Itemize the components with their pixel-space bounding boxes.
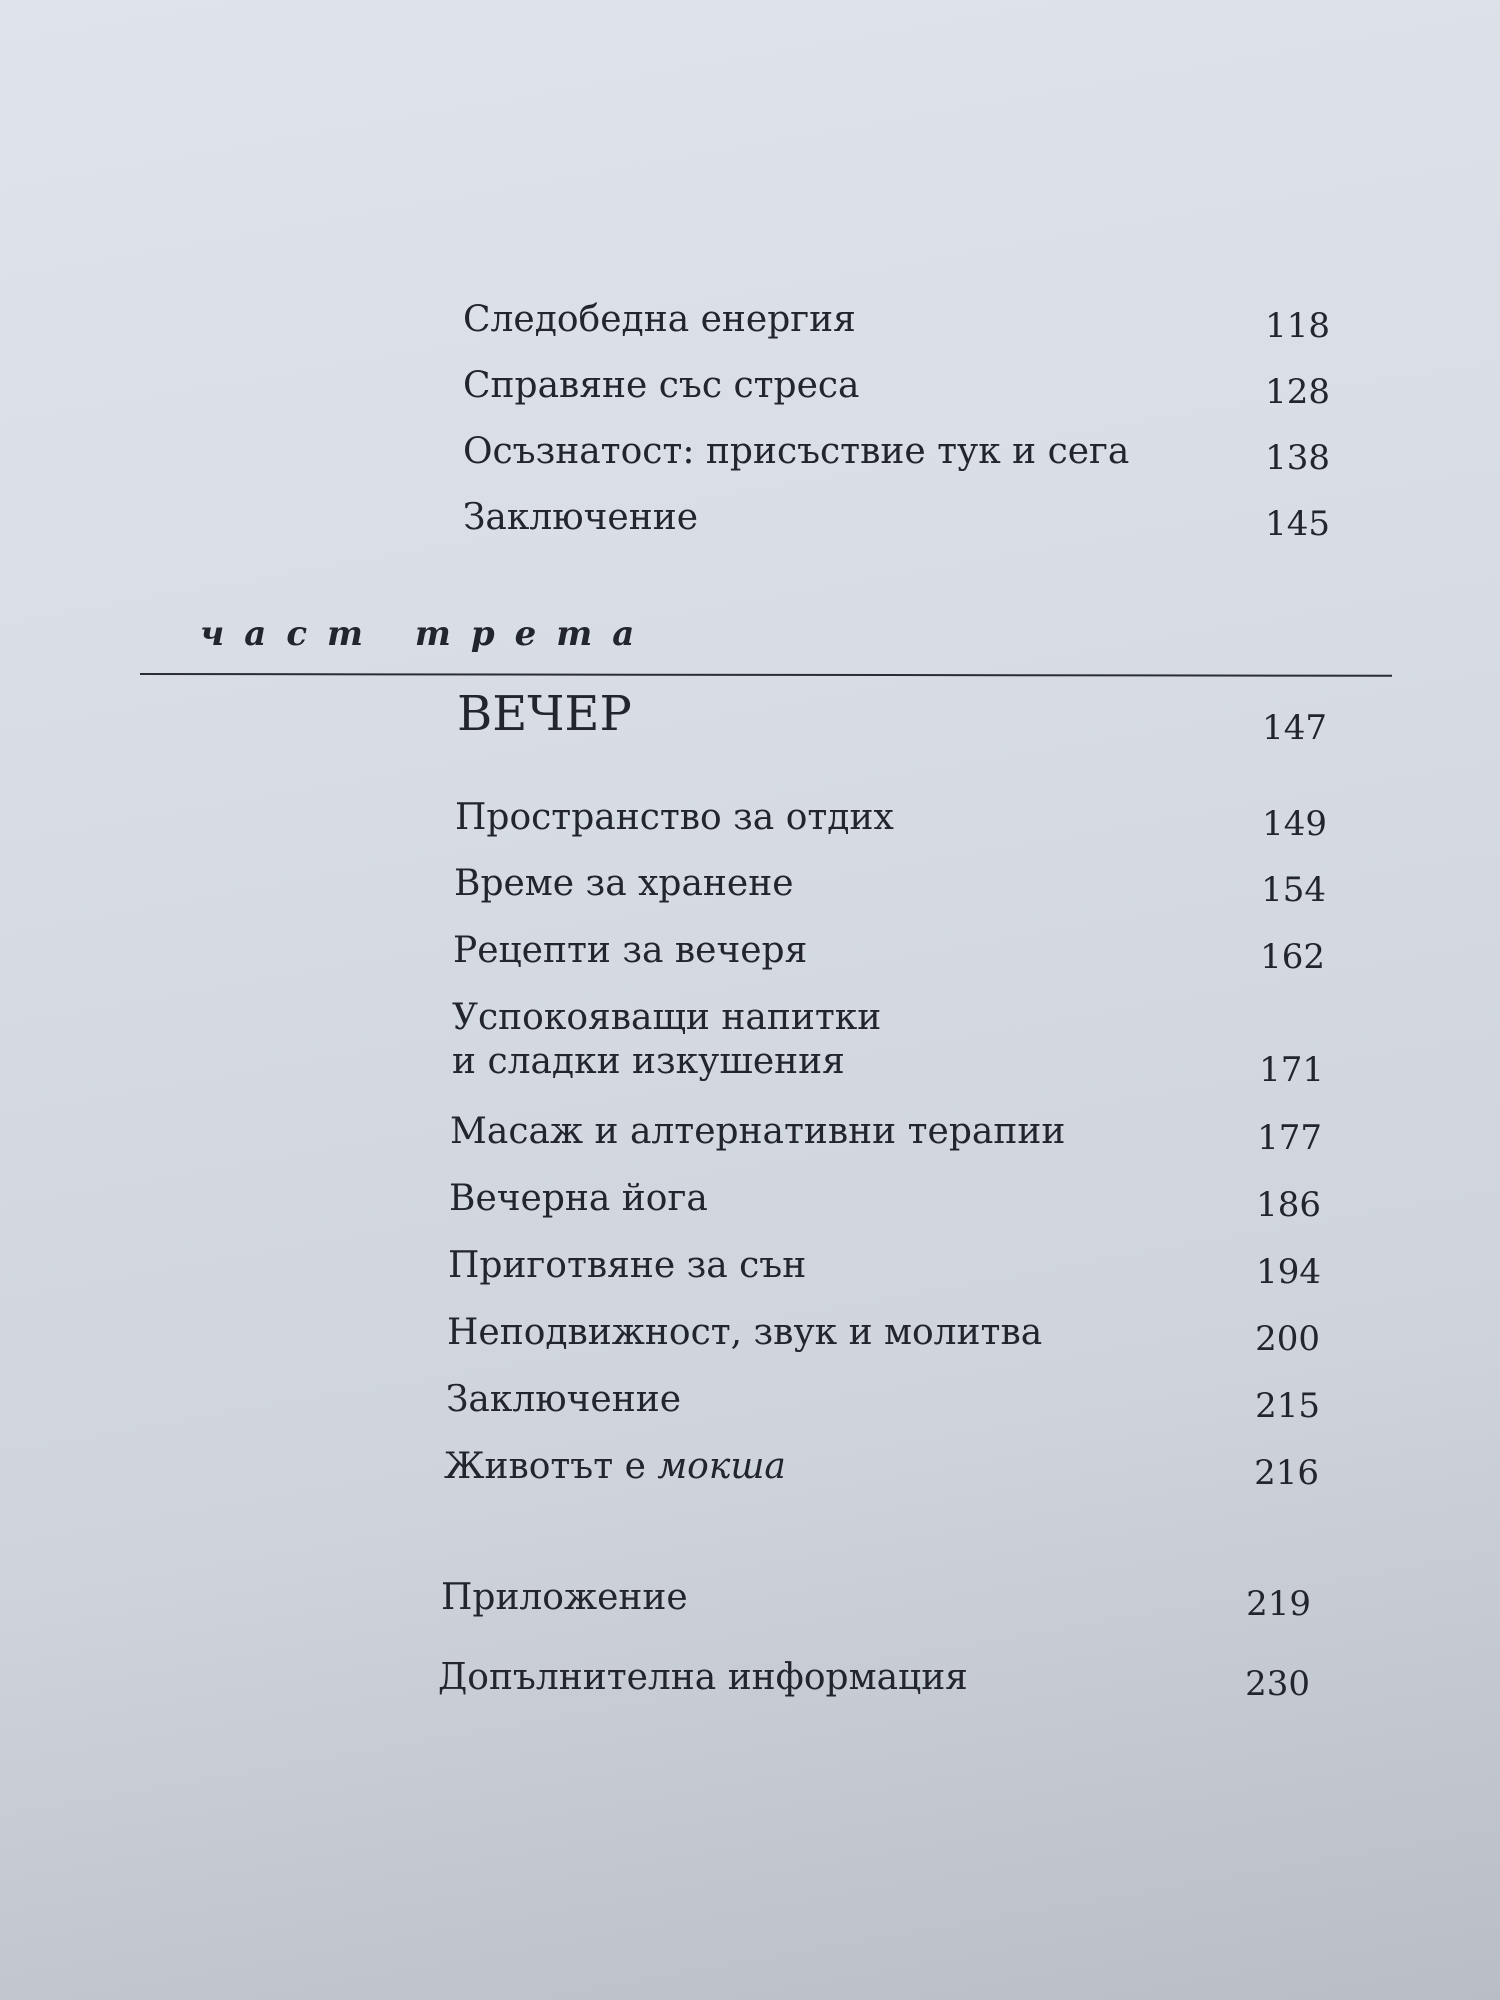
toc-entry-title: [444, 1445, 786, 1489]
toc-entry: [448, 1244, 1321, 1294]
toc-entry-page: 186: [1256, 1185, 1321, 1225]
toc-entry-title: Следобедна енергия: [463, 299, 856, 340]
toc-entry-title: Допълнителна информация: [438, 1657, 968, 1698]
toc-entry-title-plain: Животът е: [444, 1446, 658, 1487]
toc-entry-page: 145: [1265, 504, 1330, 544]
toc-entry-page: 138: [1265, 438, 1330, 478]
toc-entry-page: 171: [1259, 1050, 1324, 1090]
toc-entry-page: 200: [1255, 1319, 1320, 1359]
toc-entry: [449, 1177, 1321, 1227]
toc-entry: [455, 796, 1327, 846]
toc-entry: [454, 862, 1326, 912]
toc-entry-page: 154: [1261, 870, 1326, 910]
toc-entry-title: Неподвижност, звук и молитва: [447, 1312, 1043, 1353]
toc-entry: [463, 430, 1330, 480]
toc-entry-page: 216: [1254, 1453, 1319, 1493]
toc-entry: [441, 1576, 1311, 1626]
toc-entry-page: 162: [1260, 937, 1325, 977]
toc-entry-page: 215: [1255, 1386, 1320, 1426]
toc-entry-title: Справяне със стреса: [463, 365, 860, 406]
toc-entry: [438, 1656, 1310, 1706]
toc-entry-page: 194: [1256, 1252, 1321, 1292]
toc-entry-title: Приложение: [441, 1577, 688, 1618]
toc-entry-title: Време за хранене: [454, 863, 794, 904]
toc-entry: [453, 929, 1325, 979]
part-divider-rule: [140, 673, 1392, 677]
toc-entry: [446, 1378, 1320, 1428]
toc-entry-title-line2: и сладки изкушения: [452, 1041, 845, 1082]
toc-entry-page: 149: [1262, 804, 1327, 844]
toc-entry-title-italic: мокша: [657, 1446, 786, 1487]
part-label: част трета: [200, 614, 655, 654]
toc-entry-title: Рецепти за вечеря: [453, 930, 808, 971]
toc-entry-page: 177: [1257, 1118, 1322, 1158]
toc-entry-title-line1: Успокояващи напитки: [452, 997, 882, 1038]
toc-entry: [463, 364, 1330, 414]
toc-entry: [450, 1110, 1322, 1160]
toc-entry: [463, 298, 1330, 348]
toc-entry-page: 128: [1265, 372, 1330, 412]
toc-entry-title: Осъзнатост: присъствие тук и сега: [463, 431, 1130, 472]
toc-entry: [447, 1311, 1320, 1361]
toc-entry-title: Заключение: [446, 1379, 682, 1420]
toc-entry-page: 118: [1265, 306, 1330, 346]
toc-entry-title: Пространство за отдих: [455, 797, 894, 838]
toc-entry-title: Масаж и алтернативни терапии: [450, 1111, 1066, 1152]
section-title: ВЕЧЕР: [457, 686, 632, 742]
toc-entry: [463, 496, 1330, 546]
toc-entry: [452, 996, 1324, 1096]
toc-entry-title: Вечерна йога: [449, 1178, 708, 1219]
toc-entry-page: 219: [1246, 1584, 1311, 1624]
toc-entry-title: Заключение: [463, 497, 699, 538]
toc-entry: [444, 1445, 1319, 1495]
toc-entry-page: 230: [1245, 1664, 1310, 1704]
toc-entry-title: Приготвяне за сън: [448, 1245, 807, 1286]
section-page: 147: [1262, 708, 1327, 748]
